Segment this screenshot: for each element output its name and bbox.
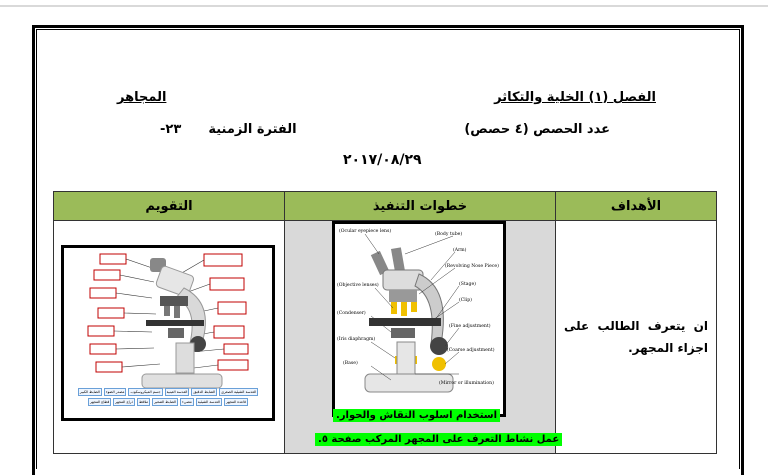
sessions-count: عدد الحصص (٤ حصص)	[464, 122, 610, 137]
word-bank-term: جسم الميكروسكوب	[130, 390, 161, 394]
lesson-date: ٢٠١٧/٠٨/٢٩	[343, 152, 422, 168]
step-activity: عمل نشاط التعرف على المجهر المركب صفحة ٥.	[315, 433, 562, 446]
label-arm: (Arm)	[453, 248, 467, 253]
word-bank-term: العدسة الشيئية	[197, 400, 221, 404]
word-bank-row-2	[68, 398, 268, 406]
word-bank-term: ملاقط	[138, 400, 149, 404]
goal-text: ان يتعرف الطالب على اجزاء المجهر.	[564, 319, 708, 355]
label-iris: (Iris diaphragm)	[337, 337, 376, 342]
eval-cell	[54, 221, 285, 454]
time-period	[160, 122, 297, 137]
word-bank-term: العدسة العينية	[166, 390, 188, 394]
goals-cell	[556, 221, 717, 454]
topic-title: المجاهر	[117, 90, 167, 105]
label-objective: (Objective lenses)	[337, 283, 379, 288]
word-bank-term: الضابط الكبير	[79, 390, 100, 394]
header-steps: خطوات التنفيذ	[285, 192, 556, 221]
steps-cell	[285, 221, 560, 454]
label-condenser: (Condenser)	[337, 311, 366, 316]
label-coarse: (Coarse adjustment)	[447, 348, 495, 353]
word-bank-term: مصدر الضوء	[105, 390, 125, 394]
label-eyepiece: (Ocular eyepiece lens)	[339, 229, 392, 234]
word-bank-term: قاعدة المجهر	[226, 400, 247, 404]
label-stage: (Stage)	[459, 282, 476, 287]
word-bank-term: ذراع المجهر	[115, 400, 133, 404]
header-eval: التقويم	[54, 192, 285, 221]
header-goals: الأهداف	[556, 192, 717, 221]
lesson-plan-table	[53, 191, 717, 454]
period-label: الفترة الزمنية	[208, 122, 297, 137]
chapter-title: الفصل (١) الخلية والتكاثر	[494, 90, 656, 105]
word-bank	[68, 388, 268, 406]
word-bank-term: مضيء	[182, 400, 192, 404]
top-rule	[0, 5, 768, 7]
label-nosepiece: (Revolving Nose Piece)	[445, 264, 499, 269]
step-discussion: استخدام اسلوب النقاش والحوار.	[333, 409, 500, 422]
label-clip: (Clip)	[459, 298, 472, 303]
word-bank-term: قطاع المجهر	[89, 400, 110, 404]
microscope-worksheet-image	[61, 245, 275, 421]
label-mirror: (Mirror or illumination)	[439, 381, 494, 386]
word-bank-term: الضابط الدقيق	[193, 390, 216, 394]
word-bank-term: الضابط الصغير	[154, 400, 177, 404]
label-base: (Base)	[343, 361, 358, 366]
label-fine: (Fine adjustment)	[449, 324, 491, 329]
label-body-tube: (Body tube)	[435, 232, 463, 237]
labeled-microscope-image	[332, 221, 506, 417]
word-bank-term: العدسة الشيئية الصغرى	[221, 390, 257, 394]
word-bank-row-1	[68, 388, 268, 396]
labeled-microscope-diagram	[335, 224, 503, 414]
period-value: ٢٣-	[160, 122, 182, 137]
